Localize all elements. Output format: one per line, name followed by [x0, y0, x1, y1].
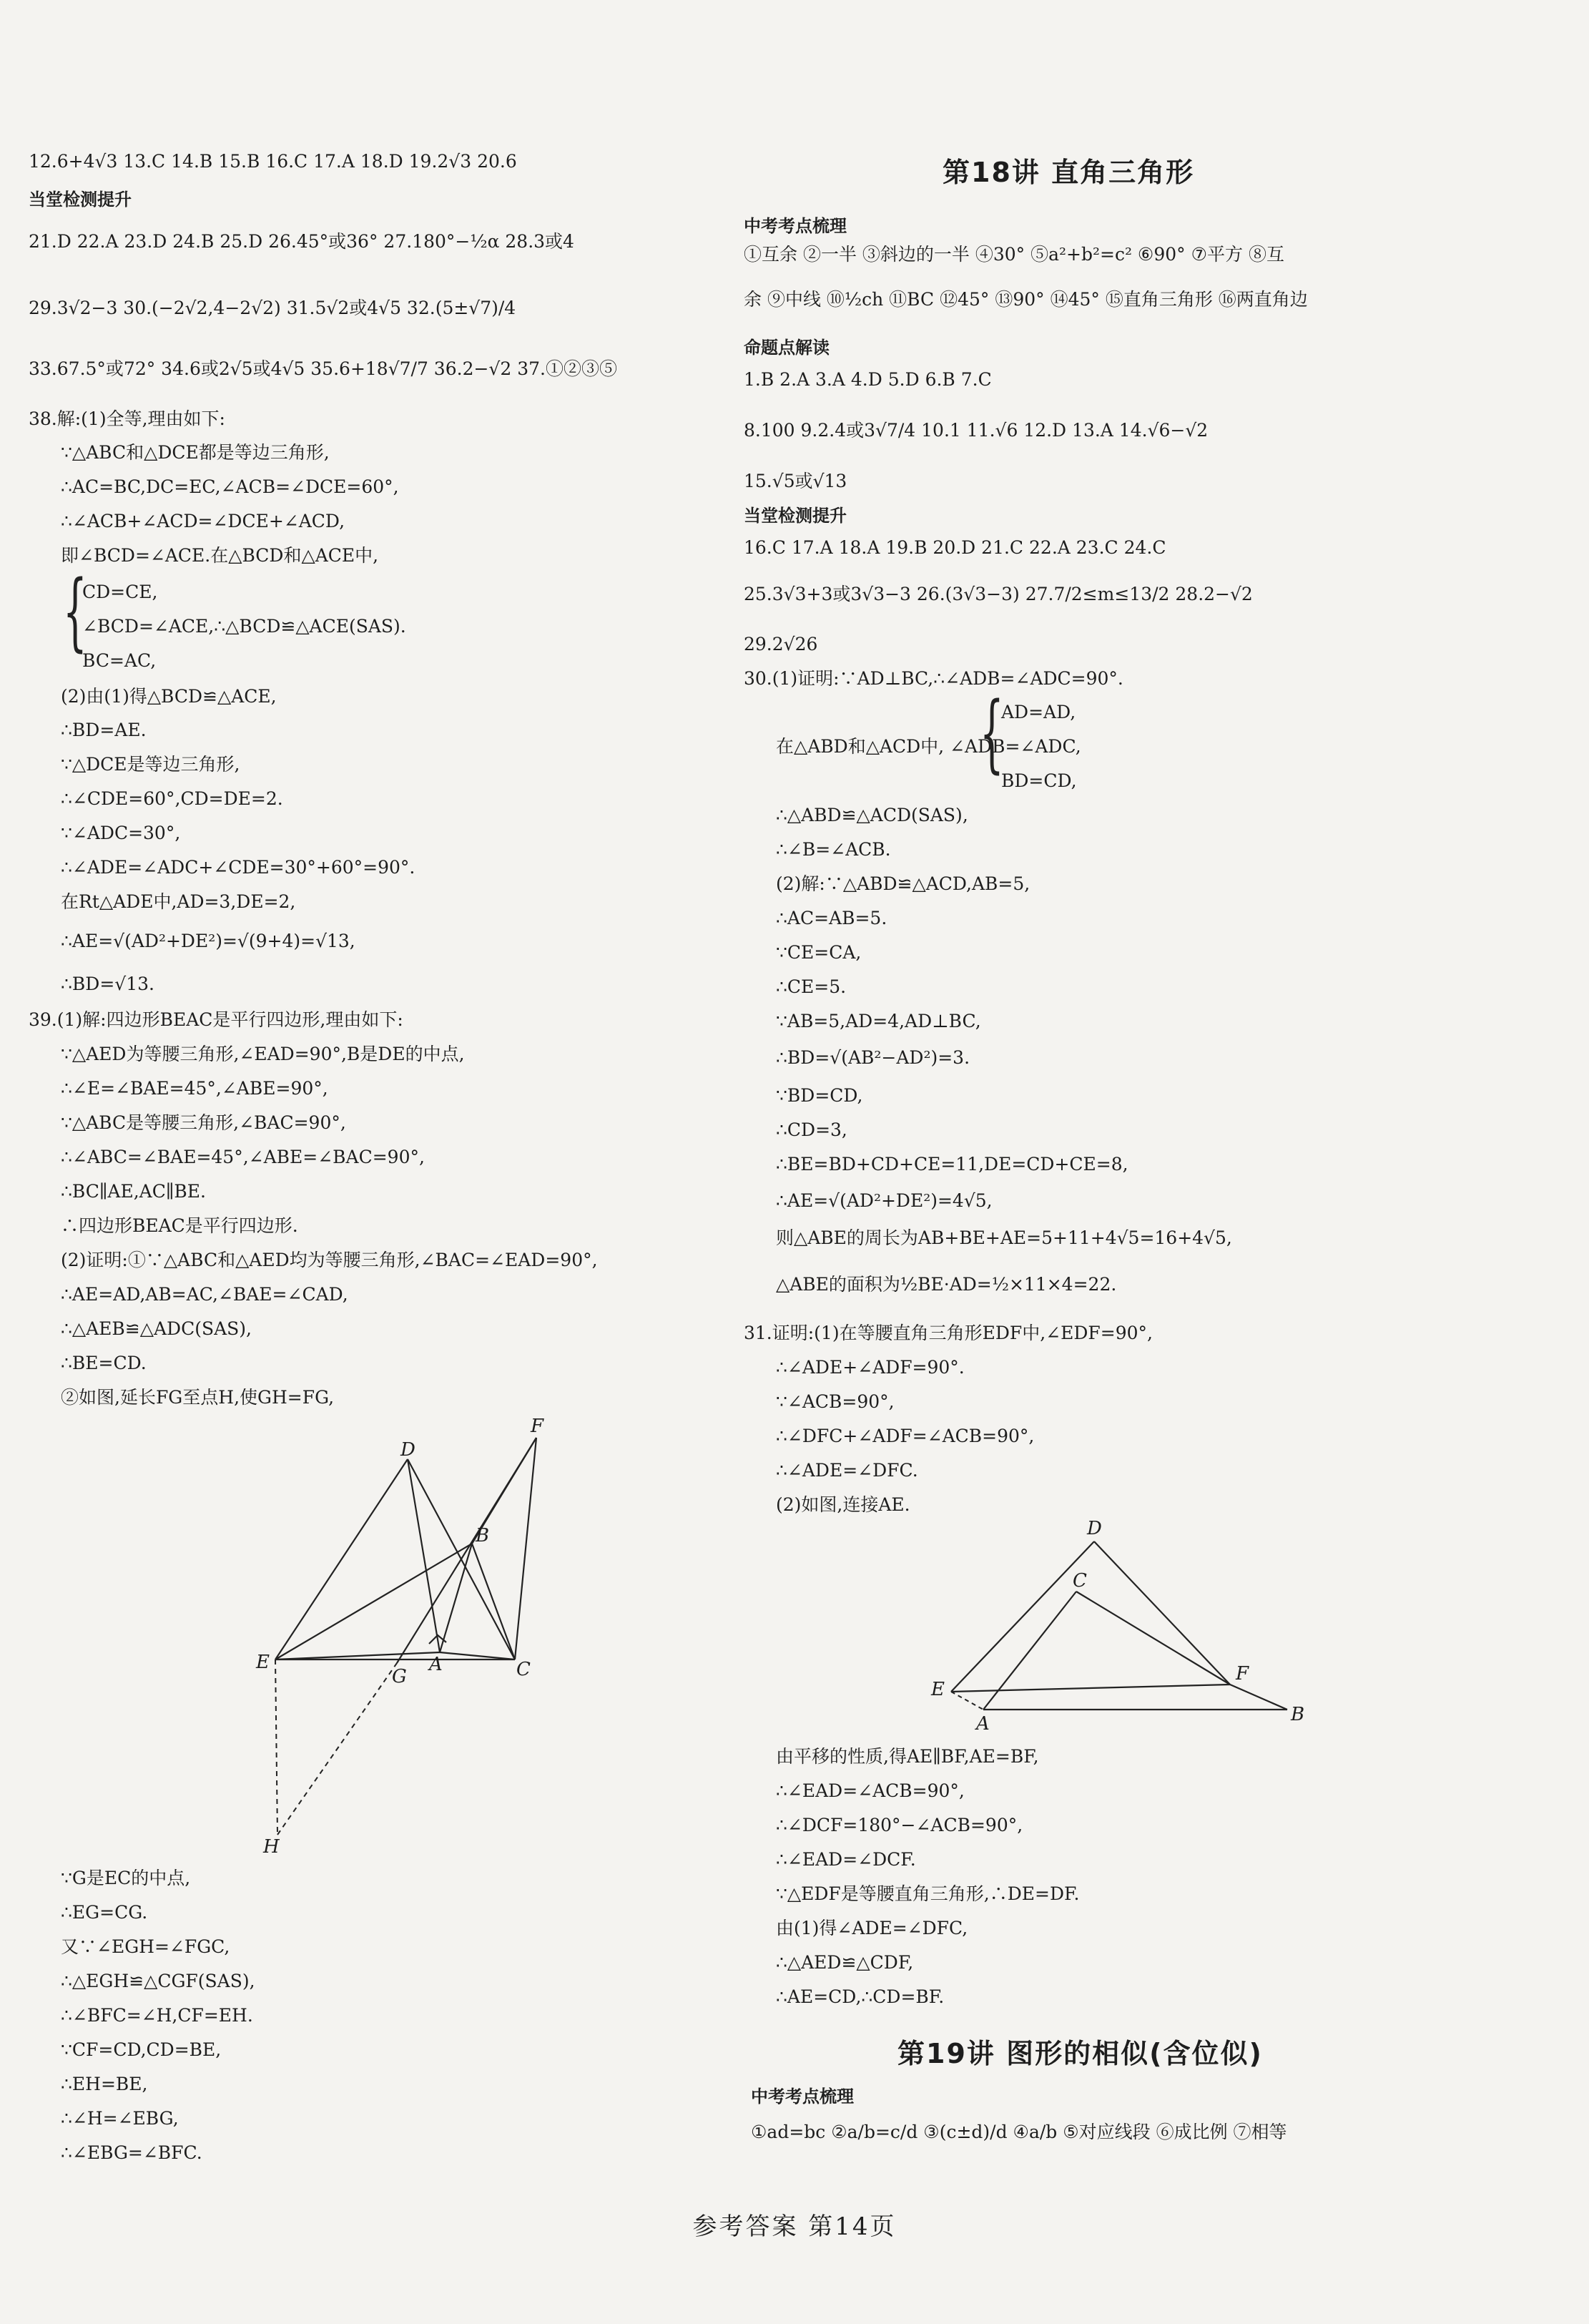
answer-line: ∴∠H=∠EBG, — [61, 2108, 179, 2129]
answer-line: ∴EH=BE, — [61, 2074, 148, 2094]
answer-line: ∵△ABC和△DCE都是等边三角形, — [61, 442, 330, 463]
answer-line: ∴AE=√(AD²+DE²)=√(9+4)=√13, — [61, 931, 355, 951]
section-heading: 中考考点梳理 — [751, 2087, 854, 2107]
answer-line: ①互余 ②一半 ③斜边的一半 ④30° ⑤a²+b²=c² ⑥90° ⑦平方 ⑧互 — [744, 244, 1284, 265]
section-heading: 命题点解读 — [744, 338, 830, 358]
answer-line: 29.2√26 — [744, 634, 818, 654]
answer-line: BD=CD, — [1001, 770, 1077, 791]
fig39-label-a: A — [429, 1654, 443, 1675]
answer-line: 38.解:(1)全等,理由如下: — [29, 408, 225, 429]
answer-line: ∴CE=5. — [776, 976, 847, 997]
answer-line: 由(1)得∠ADE=∠DFC, — [776, 1918, 968, 1938]
answer-line: ∴∠DCF=180°−∠ACB=90°, — [776, 1815, 1023, 1835]
fig31-label-a: A — [976, 1713, 990, 1735]
fig31-label-f: F — [1236, 1663, 1249, 1685]
answer-line: ∵G是EC的中点, — [61, 1868, 191, 1888]
answer-line: ∴BC∥AE,AC∥BE. — [61, 1181, 206, 1202]
answer-line: ∴∠DFC+∠ADF=∠ACB=90°, — [776, 1426, 1035, 1446]
answer-line: 16.C 17.A 18.A 19.B 20.D 21.C 22.A 23.C 24.C — [744, 537, 1166, 558]
answer-line: 由平移的性质,得AE∥BF,AE=BF, — [776, 1746, 1039, 1767]
answer-line: ∴BE=BD+CD+CE=11,DE=CD+CE=8, — [776, 1154, 1128, 1175]
answer-line: (2)解:∵△ABD≌△ACD,AB=5, — [776, 873, 1030, 894]
answer-line: ∵CE=CA, — [776, 942, 862, 963]
answer-line: ∠BCD=∠ACE,∴△BCD≌△ACE(SAS). — [82, 616, 406, 637]
answer-line: ②如图,延长FG至点H,使GH=FG, — [61, 1387, 335, 1408]
answer-line: 1.B 2.A 3.A 4.D 5.D 6.B 7.C — [744, 369, 992, 390]
answer-line: ∴∠ACB+∠ACD=∠DCE+∠ACD, — [61, 511, 345, 531]
fig39-label-e: E — [256, 1652, 270, 1673]
answer-line: 又∵∠EGH=∠FGC, — [61, 1936, 230, 1957]
answer-line: ∴∠EBG=∠BFC. — [61, 2142, 202, 2163]
answer-line: ∴△AED≌△CDF, — [776, 1952, 914, 1973]
answer-line: ∴BE=CD. — [61, 1353, 147, 1373]
answer-line: 则△ABE的周长为AB+BE+AE=5+11+4√5=16+4√5, — [776, 1227, 1232, 1248]
answer-line: ∵CF=CD,CD=BE, — [61, 2039, 222, 2060]
answer-line: ∵△DCE是等边三角形, — [61, 754, 240, 775]
answer-line: 余 ⑨中线 ⑩½ch ⑪BC ⑫45° ⑬90° ⑭45° ⑮直角三角形 ⑯两直角边 — [744, 289, 1308, 310]
answer-line: ∵BD=CD, — [776, 1085, 863, 1106]
answer-line: (2)如图,连接AE. — [776, 1494, 910, 1515]
answer-line: △ABE的面积为½BE·AD=½×11×4=22. — [776, 1274, 1117, 1295]
figure-problem-39 — [257, 1416, 558, 1860]
answer-line: ∴∠ADE+∠ADF=90°. — [776, 1357, 965, 1378]
answer-line: 21.D 22.A 23.D 24.B 25.D 26.45°或36° 27.180°−½α 28.3或4 — [29, 231, 574, 252]
fig31-label-c: C — [1073, 1570, 1087, 1592]
figure-problem-31 — [923, 1516, 1323, 1735]
answer-line: ∴∠ADE=∠ADC+∠CDE=30°+60°=90°. — [61, 857, 415, 878]
fig39-label-f: F — [531, 1416, 544, 1437]
answer-line: ∴BD=AE. — [61, 720, 147, 740]
fig31-label-d: D — [1087, 1518, 1102, 1539]
answer-line: 在Rt△ADE中,AD=3,DE=2, — [61, 891, 296, 912]
answer-line: 在△ABD和△ACD中, ∠ADB=∠ADC, — [776, 736, 1081, 757]
answer-line: ∴AC=BC,DC=EC,∠ACB=∠DCE=60°, — [61, 476, 399, 497]
brace-left-system: { — [63, 562, 87, 660]
answer-line: 39.(1)解:四边形BEAC是平行四边形,理由如下: — [29, 1009, 403, 1030]
answer-line: ①ad=bc ②a/b=c/d ③(c±d)/d ④a/b ⑤对应线段 ⑥成比例 ⑦相等 — [751, 2122, 1287, 2142]
answer-line: ∴∠ABC=∠BAE=45°,∠ABE=∠BAC=90°, — [61, 1147, 425, 1167]
fig39-label-g: G — [392, 1666, 407, 1687]
answer-line: 30.(1)证明:∵AD⊥BC,∴∠ADB=∠ADC=90°. — [744, 668, 1123, 689]
fig39-label-c: C — [516, 1659, 531, 1680]
answer-line: (2)证明:①∵△ABC和△AED均为等腰三角形,∠BAC=∠EAD=90°, — [61, 1250, 598, 1270]
fig39-label-h: H — [263, 1836, 280, 1858]
page-footer: 参考答案 第14页 — [692, 2212, 897, 2241]
answer-line: ∴∠EAD=∠ACB=90°, — [776, 1780, 965, 1801]
fig31-label-b: B — [1291, 1704, 1305, 1725]
fig31-label-e: E — [931, 1679, 945, 1700]
answer-line: 31.证明:(1)在等腰直角三角形EDF中,∠EDF=90°, — [744, 1323, 1153, 1343]
answer-line: 15.√5或√13 — [744, 471, 847, 491]
answer-line: ∵△EDF是等腰直角三角形,∴DE=DF. — [776, 1883, 1080, 1904]
answer-line: ∴BD=√(AB²−AD²)=3. — [776, 1047, 970, 1068]
answer-line: ∴EG=CG. — [61, 1902, 148, 1923]
answer-line: ∴AC=AB=5. — [776, 908, 887, 928]
section-title-18: 第18讲 直角三角形 — [943, 157, 1195, 188]
answer-line: ∵AB=5,AD=4,AD⊥BC, — [776, 1011, 981, 1031]
answer-line: ∴∠EAD=∠DCF. — [776, 1849, 916, 1870]
section-heading: 当堂检测提升 — [29, 190, 132, 210]
answer-line: CD=CE, — [82, 582, 158, 602]
fig39-label-b: B — [476, 1525, 490, 1546]
answer-line: ∴四边形BEAC是平行四边形. — [61, 1215, 298, 1236]
answer-line: 29.3√2−3 30.(−2√2,4−2√2) 31.5√2或4√5 32.(5±√7)/4 — [29, 298, 516, 318]
answer-line: 12.6+4√3 13.C 14.B 15.B 16.C 17.A 18.D 19.2√3 20.6 — [29, 151, 517, 172]
answer-line: ∵∠ADC=30°, — [61, 823, 181, 843]
answer-line: ∴△AEB≌△ADC(SAS), — [61, 1318, 252, 1339]
section-title-19: 第19讲 图形的相似(含位似) — [897, 2038, 1263, 2069]
answer-line: ∴△ABD≌△ACD(SAS), — [776, 805, 968, 825]
answer-line: 即∠BCD=∠ACE.在△BCD和△ACE中, — [61, 545, 379, 566]
answer-line: 8.100 9.2.4或3√7/4 10.1 11.√6 12.D 13.A 14.√6−√2 — [744, 420, 1209, 441]
answer-line: BC=AC, — [82, 650, 157, 671]
answer-line: ∴∠B=∠ACB. — [776, 839, 891, 860]
answer-line: ∴△EGH≌△CGF(SAS), — [61, 1971, 255, 1991]
answer-line: AD=AD, — [1001, 702, 1076, 722]
answer-line: 25.3√3+3或3√3−3 26.(3√3−3) 27.7/2≤m≤13/2 28.2−√2 — [744, 584, 1253, 604]
answer-line: ∴∠BFC=∠H,CF=EH. — [61, 2005, 253, 2026]
section-heading: 中考考点梳理 — [744, 216, 847, 236]
brace-right-system: { — [980, 683, 1004, 782]
answer-line: ∴AE=AD,AB=AC,∠BAE=∠CAD, — [61, 1284, 348, 1305]
answer-line: ∵∠ACB=90°, — [776, 1391, 895, 1412]
answer-line: (2)由(1)得△BCD≌△ACE, — [61, 686, 277, 707]
answer-line: ∴AE=CD,∴CD=BF. — [776, 1986, 945, 2007]
answer-line: ∴CD=3, — [776, 1119, 847, 1140]
answer-line: ∵△ABC是等腰三角形,∠BAC=90°, — [61, 1112, 346, 1133]
fig39-label-d: D — [400, 1439, 415, 1461]
answer-line: ∴∠ADE=∠DFC. — [776, 1460, 918, 1481]
answer-line: 33.67.5°或72° 34.6或2√5或4√5 35.6+18√7/7 36.2−√2 37.①②③⑤ — [29, 358, 617, 379]
answer-line: ∵△AED为等腰三角形,∠EAD=90°,B是DE的中点, — [61, 1044, 465, 1064]
answer-line: ∴∠CDE=60°,CD=DE=2. — [61, 788, 283, 809]
answer-line: ∴∠E=∠BAE=45°,∠ABE=90°, — [61, 1078, 328, 1099]
answer-line: ∴BD=√13. — [61, 974, 154, 994]
section-heading: 当堂检测提升 — [744, 506, 847, 526]
answer-line: ∴AE=√(AD²+DE²)=4√5, — [776, 1190, 993, 1211]
